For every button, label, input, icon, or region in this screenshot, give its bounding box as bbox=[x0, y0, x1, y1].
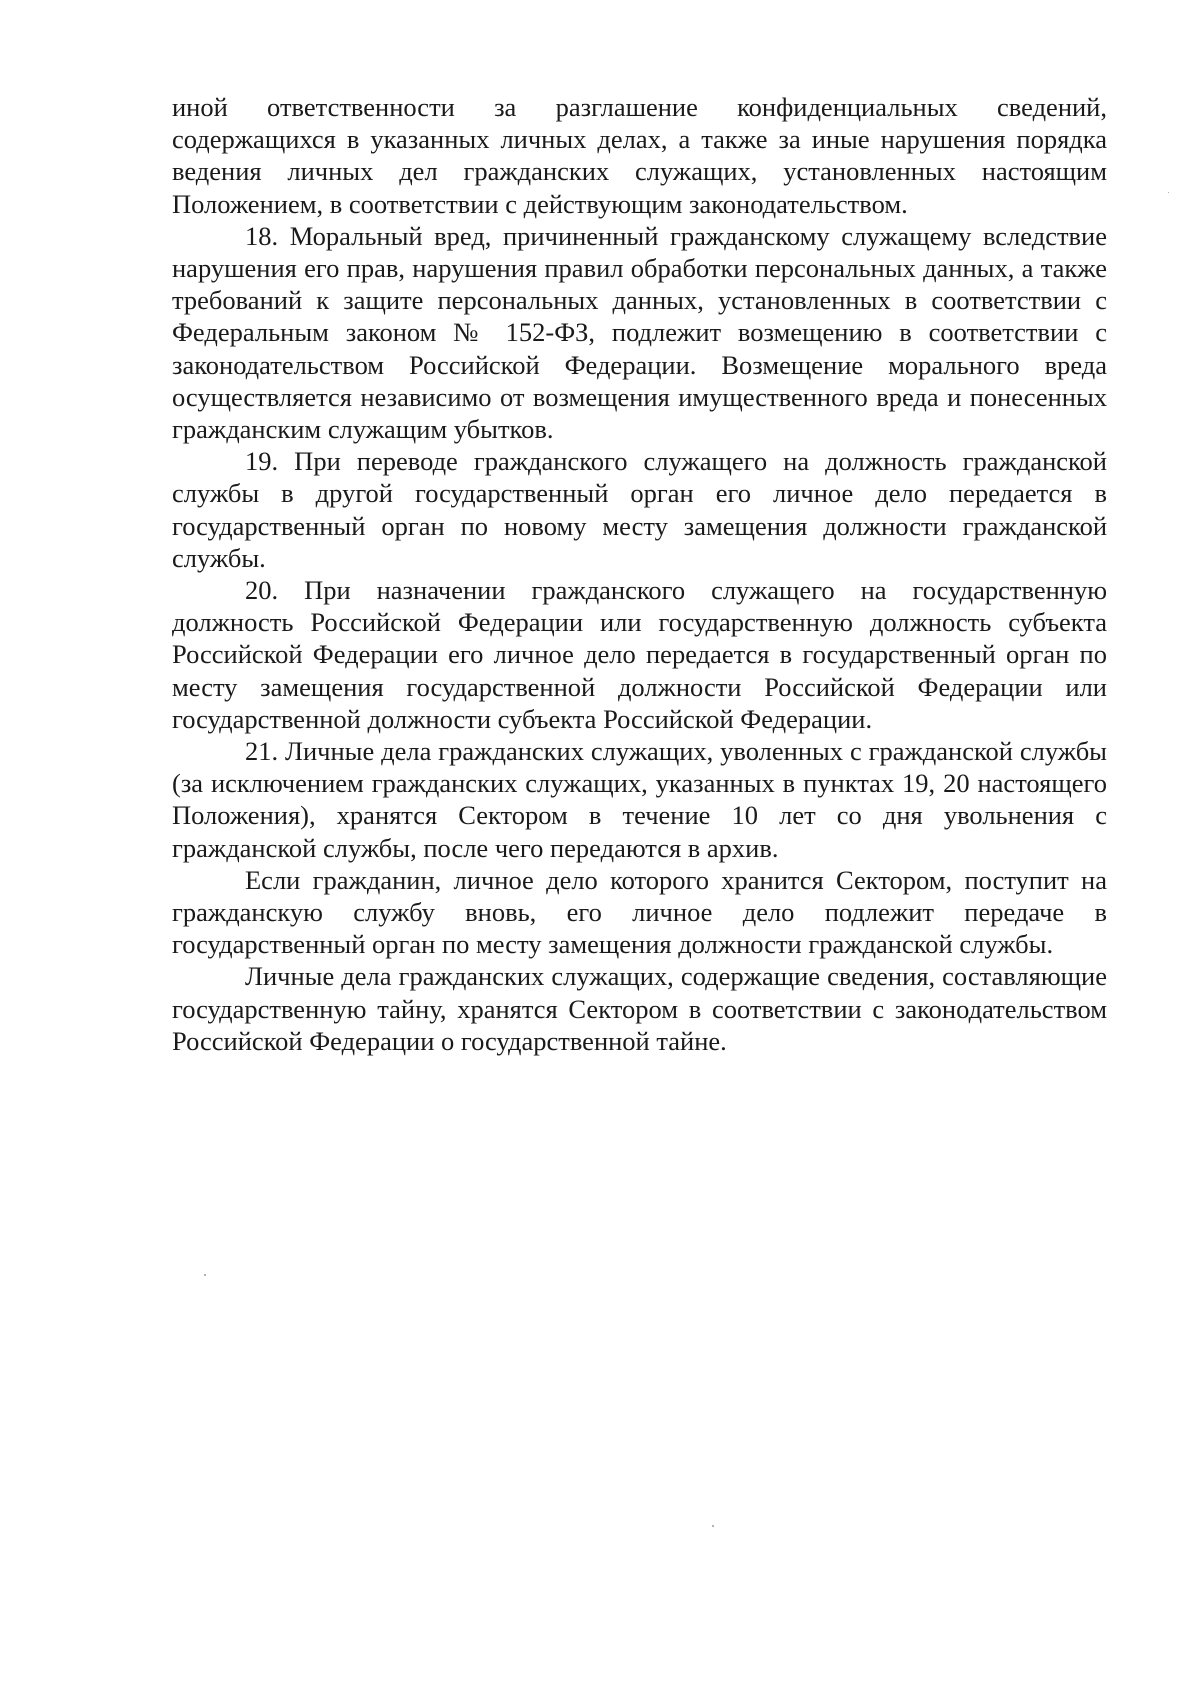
scan-speck bbox=[1168, 192, 1169, 193]
paragraph-continuation: иной ответственности за разглашение конфиденциальных сведений, содержащихся в указанных личных делах, а также за иные нарушения порядка ведения личных дел гражданских служащих, установленных настоящим Положением, в соответствии с действующим законодательством. bbox=[172, 92, 1107, 219]
paragraph-20: 20. При назначении гражданского служащего на государственную должность Российской Федерации или государственную должность субъекта Российской Федерации его личное дело передается в государственный орган по месту замещения государственной должности Российской Федерации или государственной должности субъекта Российской Федерации. bbox=[172, 575, 1107, 734]
paragraph-21: 21. Личные дела гражданских служащих, уволенных с гражданской службы (за исключением гражданских служащих, указанных в пунктах 19, 20 настоящего Положения), хранятся Сектором в течение 10 лет со дня увольнения с гражданской службы, после чего передаются в архив. bbox=[172, 736, 1107, 863]
paragraph-19: 19. При переводе гражданского служащего на должность гражданской службы в другой государственный орган его личное дело передается в государственный орган по новому месту замещения должности гражданской службы. bbox=[172, 446, 1107, 573]
paragraph-21-secret: Личные дела гражданских служащих, содержащие сведения, составляющие государственную тайну, хранятся Сектором в соответствии с законодательством Российской Федерации о государственной тайне. bbox=[172, 961, 1107, 1056]
scan-speck bbox=[204, 1274, 206, 1276]
document-body bbox=[172, 91, 1107, 1057]
paragraph-18: 18. Моральный вред, причиненный гражданскому служащему вследствие нарушения его прав, нарушения правил обработки персональных данных, а также требований к защите персональных данных, установленных в соответствии с Федеральным законом № 152-ФЗ, подлежит возмещению в соответствии с законодательством Российской Федерации. Возмещение морального вреда осуществляется независимо от возмещения имущественного вреда и понесенных гражданским служащим убытков. bbox=[172, 220, 1107, 445]
scan-speck bbox=[712, 1525, 714, 1527]
paragraph-21-rejoin: Если гражданин, личное дело которого хранится Сектором, поступит на гражданскую службу вновь, его личное дело подлежит передаче в государственный орган по месту замещения должности гражданской службы. bbox=[172, 864, 1107, 960]
